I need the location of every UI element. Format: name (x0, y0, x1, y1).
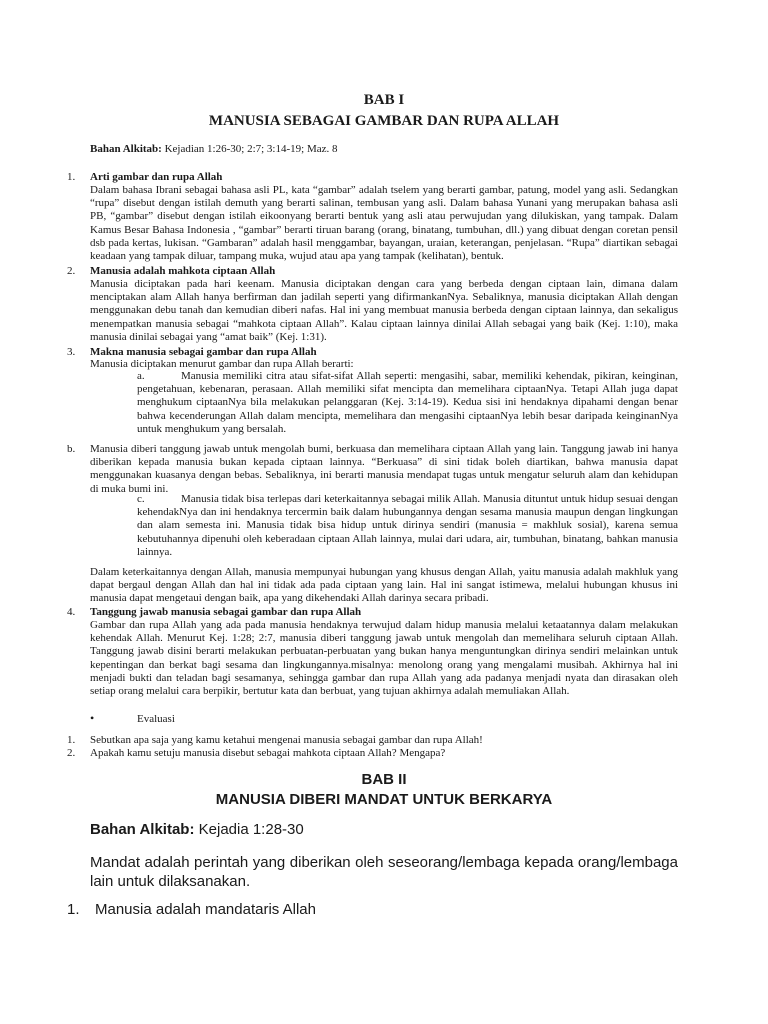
section-1-number: 1. (67, 171, 76, 183)
chapter-1-bible-reference (90, 142, 338, 156)
section-2-heading: Manusia adalah mahkota ciptaan Allah (90, 265, 276, 277)
chapter-2-bible-reference-value: Kejadia 1:28-30 (194, 821, 304, 838)
point-a-letter: a. (137, 370, 145, 382)
question-1-text: Sebutkan apa saja yang kamu ketahui mengenai manusia sebagai gambar dan rupa Allah! (90, 734, 483, 746)
chapter-2-point-1-text: Manusia adalah mandataris Allah (95, 901, 316, 918)
evaluation-heading: Evaluasi (137, 713, 175, 725)
section-4-text: Gambar dan rupa Allah yang ada pada manusia hendaknya terwujud dalam hidup manusia melalui ketaatannya dalam melakukan kehendak Allah. Menurut Kej. 1:28; 2:7, manusia diberi tanggung jawab untuk mengolah dan memelihara seluruh ciptaan Allah. Tanggung jawab disini berarti melakukan perbuatan-perbuatan yang bukan hanya menguntungkan dirinya sendiri melainkan untuk kepentingan dan berkat bagi sesama dan lingkungannya.misalnya: menolong orang yang mengalami musibah. Akhirnya hal ini menjadi bukti dan teladan bagi sesamanya, sehingga gambar dan rupa Allah yang ada padanya menjadi nyata dan dirasakan oleh setiap orang melalui cara berpikir, bertutur kata dan berbuat, yang tujuan akhirnya adalah memuliakan Allah. (90, 619, 678, 698)
section-4-heading: Tanggung jawab manusia sebagai gambar dan rupa Allah (90, 606, 362, 618)
chapter-2-point-1-number: 1. (67, 901, 80, 918)
mandat-definition: Mandat adalah perintah yang diberikan oleh seseorang/lembaga kepada orang/lembaga lain untuk dilaksanakan. (90, 854, 678, 890)
point-a-text: Manusia memiliki citra atau sifat-sifat Allah seperti: mengasihi, sabar, memiliki kehendak, pikiran, keinginan, pengetahuan, kebenaran, perasaan. Allah memiliki sifat mencipta dan memelihara ciptaanNya. Tetapi Allah juga dapat menghukum ciptaanNya bila melakukan pelanggaran (Kej. 3:14-19). Kedua sisi ini hendaknya dipahami dengan benar bahwa kecenderungan Allah dalam mencipta, memelihara dan mengasihi ciptaanNya lebih besar daripada keinginanNya untuk menghukum yang bersalah. (137, 370, 678, 435)
point-b-text: Manusia diberi tanggung jawab untuk mengolah bumi, berkuasa dan memelihara ciptaan Allah yang lain. Tanggung jawab ini hanya diberikan kepada manusia bukan kepada ciptaan lainnya. “Berkuasa” di sini tidak boleh diartikan, bahwa manusia dapat menggunakan kuasanya dengan bebas. Sebaliknya, ini berarti manusia mendapat tugas untuk mengatur seluruh alam dan kehidupan di muka bumi ini. (90, 443, 678, 495)
section-4-number: 4. (67, 606, 76, 618)
section-1-text: Dalam bahasa Ibrani sebagai bahasa asli PL, kata “gambar” adalah tselem yang berarti gambar, patung, model yang asli. Sedangkan “rupa” disebut dengan istilah demuth yang berarti salinan, tembusan yang asli. Dalam bahasa Yunani yang merupakan bahasa asli PB, “gambar” disebut dengan istilah eikoonyang berarti bentuk yang asli atau perwujudan yang dilukiskan, yang tampak. Dalam Kamus Besar Bahasa Indonesia , “gambar” berarti tiruan barang (orang, binatang, tumbuhan, dll.) yang dibuat dengan coretan pensil dsb pada kertas, lukisan. “Gambaran” adalah hasil menggambar, bayangan, uraian, keterangan, penjelasan. “Rupa” diartikan sebagai keadaan yang tampak diluar, tampang muka, wujud atau apa yang tampak (kelihatan), bentuk. (90, 184, 678, 263)
chapter-2-title: MANUSIA DIBERI MANDAT UNTUK BERKARYA (215, 791, 553, 808)
section-1-heading: Arti gambar dan rupa Allah (90, 171, 223, 183)
question-1-number: 1. (67, 734, 76, 746)
point-c-letter: c. (137, 493, 145, 505)
question-2-text: Apakah kamu setuju manusia disebut sebagai mahkota ciptaan Allah? Mengapa? (90, 747, 446, 759)
chapter-2-bible-reference (90, 820, 304, 840)
evaluation-bullet: • (90, 711, 95, 725)
point-b-letter: b. (67, 443, 76, 455)
section-2-number: 2. (67, 265, 76, 277)
chapter-1-label: BAB I (363, 92, 405, 108)
section-3-closing: Dalam keterkaitannya dengan Allah, manusia mempunyai hubungan yang khusus dengan Allah, yaitu manusia adalah makhluk yang dapat bergaul dengan Allah dan hal ini tidak ada pada ciptaan yang lain. Hal ini sangat istimewa, melalui hubungan khusus ini manusia dapat mengetaui dengan baik, apa yang dikehendaki Allah darinya secara pribadi. (90, 566, 678, 605)
chapter-2-label: BAB II (361, 771, 407, 788)
section-2-text: Manusia diciptakan pada hari keenam. Manusia diciptakan dengan cara yang berbeda dengan ciptaan lain, dimana dalam menciptakan alam Allah hanya berfirman dan jadilah seperti yang difirmankanNya. Sebaliknya, manusia diciptakan Allah dengan menggunakan debu tanah dan kemudian diberi nafas. Hal ini yang membuat manusia berbeda dengan ciptaan lainnya, dan sekaligus menempatkan manusia sebagai “mahkota ciptaan Allah”. Kalau ciptaan lainnya dinilai Allah sebagai yang baik (Kej. 1:10), maka manusia dinilai sebagai yang “amat baik” (Kej. 1:31). (90, 278, 678, 343)
section-3-number: 3. (67, 346, 76, 358)
bible-reference-label: Bahan Alkitab: (90, 143, 162, 155)
bible-reference-value: Kejadian 1:26-30; 2:7; 3:14-19; Maz. 8 (161, 143, 338, 155)
section-3-heading: Makna manusia sebagai gambar dan rupa Allah (90, 346, 317, 358)
point-c-text: Manusia tidak bisa terlepas dari keterkaitannya sebagai milik Allah. Manusia dituntut untuk hidup sesuai dengan kehendakNya dan ini hendaknya tercermin baik dalam hubungannya dengan sesama manusia maupun dengan lingkungan dan alam semesta ini. Manusia tidak bisa hidup untuk dirinya sendiri (manusia = makhluk sosial), karena semua kebutuhannya dipenuhi oleh keberadaan ciptaan Allah lainnya, mulai dari udara, air, tumbuhan, binatang, bahkan manusia lainnya. (137, 493, 678, 558)
chapter-2-bible-reference-label: Bahan Alkitab: (90, 821, 195, 838)
section-3-intro: Manusia diciptakan menurut gambar dan rupa Allah berarti: (90, 358, 354, 370)
question-2-number: 2. (67, 747, 76, 759)
chapter-1-title: MANUSIA SEBAGAI GAMBAR DAN RUPA ALLAH (208, 113, 560, 129)
